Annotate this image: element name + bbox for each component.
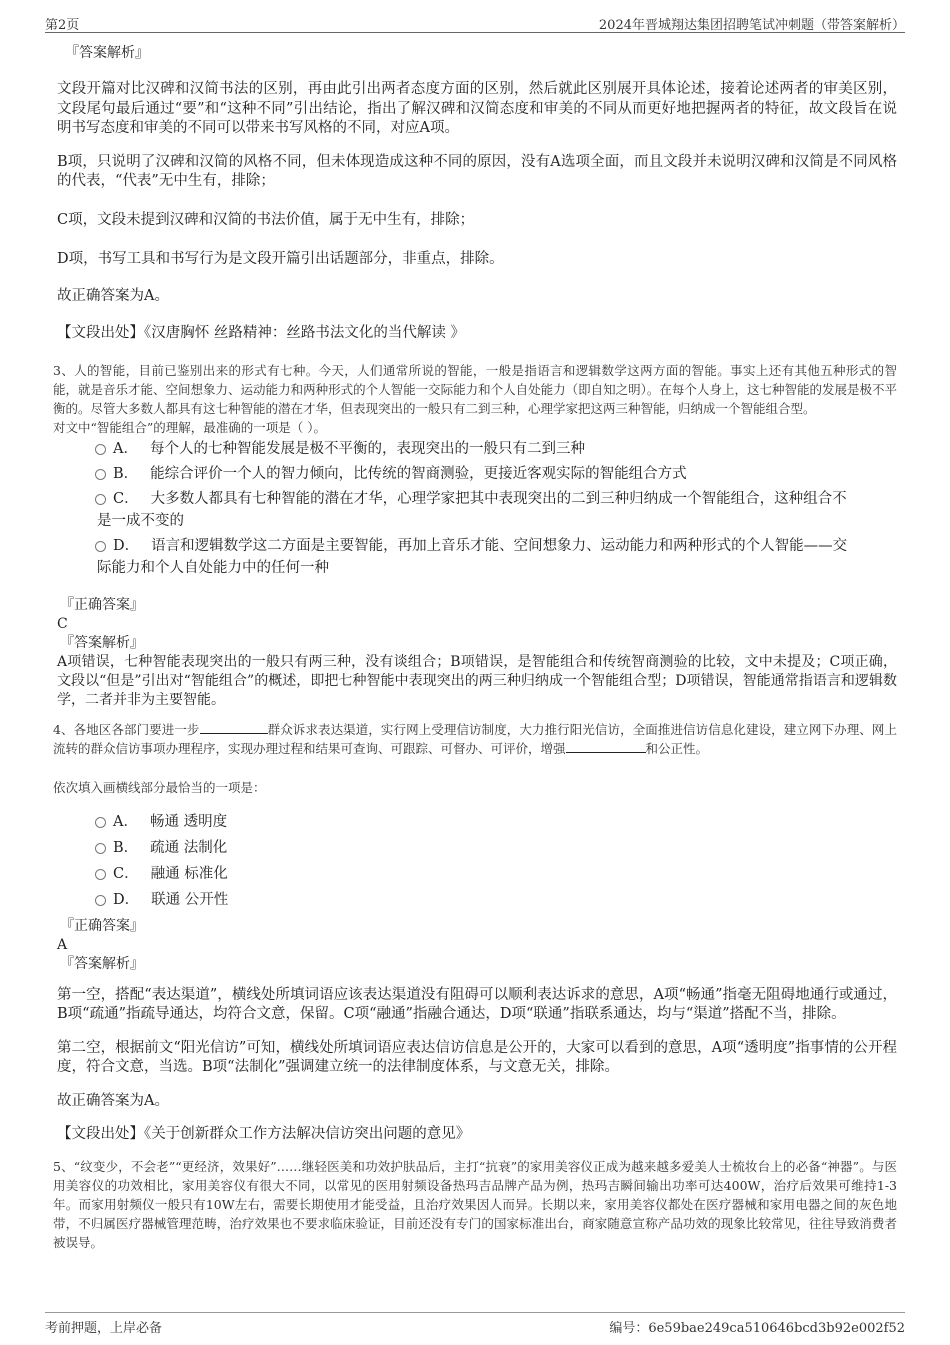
document-title: 2024年晋城翔达集团招聘笔试冲刺题（带答案解析）	[598, 18, 905, 33]
q4-answer: A	[57, 936, 68, 953]
fill-blank-1	[200, 721, 268, 734]
page-number: 第2页	[45, 18, 80, 33]
option-letter: B．	[113, 839, 139, 856]
q4-stem-part1: 4、各地区各部门要进一步	[53, 721, 200, 737]
q2-analysis-label: 『答案解析』	[65, 45, 149, 61]
q3-options	[55, 438, 897, 579]
q3-option-d[interactable]	[55, 535, 897, 557]
q4-option-d[interactable]	[55, 889, 897, 911]
q4-option-a[interactable]	[55, 811, 897, 833]
q2-analysis-para1: 文段开篇对比汉碑和汉简书法的区别，再由此引出两者态度方面的区别，然后就此区别展开具体论述，接着论述两者的审美区别，文段尾句最后通过“要”和“这种不同”引出结论，指出了解汉碑和汉简态度和审美的不同从而更好地把握两者的特征，故文段旨在说明书写态度和审美的不同可以带来书写风格的不同，对应A项。	[57, 81, 897, 136]
option-text: 联通 公开性	[151, 891, 229, 908]
option-text: 大多数人都具有七种智能的潜在才华，心理学家把其中表现突出的二到三种归纳成一个智能组合，这种组合不	[150, 490, 847, 507]
option-text: 融通 标准化	[150, 865, 228, 882]
option-text: 语言和逻辑数学这二方面是主要智能，再加上音乐才能、空间想象力、运动能力和两种形式的个人智能——交	[151, 537, 848, 554]
q2-analysis-para4: D项，书写工具和书写行为是文段开篇引出话题部分，非重点，排除。	[57, 251, 504, 267]
option-letter: B．	[113, 465, 139, 482]
fill-blank-2	[566, 740, 646, 753]
radio-button-icon[interactable]	[95, 843, 106, 854]
q5-stem: 5、“纹变少，不会老”“更经济，效果好”……继轻医美和功效护肤品后，主打“抗衰”的家用美容仪正成为越来越多爱美人士梳妆台上的必备“神器”。与医用美容仪的功效相比，家用美容仪有很大不同，以常见的医用射频设备热玛吉品牌产品为例，热玛吉瞬间输出功率可达400W，治疗后效果可维持1-3年。而家用射频仪一般只有10W左右，需要长期使用才能受益，且治疗效果因人而异。长期以来，家用美容仪都处在医疗器械和家用电器之间的灰色地带，不归属医疗器械管理范畴，治疗效果也不要求临床验证，目前还没有专门的国家标准出台，商家随意宣称产品功效的现象比较常见，往往导致消费者被误导。	[53, 1158, 897, 1250]
radio-button-icon[interactable]	[95, 869, 106, 880]
q3-analysis: A项错误，七种智能表现突出的一般只有两三种，没有谈组合；B项错误，是智能组合和传统智商测验的比较，文中未提及；C项正确，文段以“但是”引出对“智能组合”的概述，即把七种智能中表现突出的两三种归纳成一个智能组合型；D项错误，智能通常指语言和逻辑数学，二者并非为主要智能。	[57, 653, 897, 708]
q2-source: 【文段出处】《汉唐胸怀 丝路精神：丝路书法文化的当代解读 》	[57, 325, 465, 341]
q3-option-a[interactable]	[55, 438, 897, 460]
footer-slogan: 考前押题，上岸必备	[45, 1321, 163, 1336]
q4-stem-part3: 和公正性。	[645, 740, 709, 756]
q3-option-b[interactable]	[55, 463, 897, 485]
page-footer	[45, 1312, 905, 1337]
q3-option-c-continued: 是一成不变的	[97, 512, 184, 529]
q4-analysis-para1: 第一空，搭配“表达渠道”，横线处所填词语应该表达渠道没有阻碍可以顺利表达诉求的意思，A项“畅通”指毫无阻碍地通行或通过，B项“疏通”指疏导通达，均符合文意，保留。C项“融通”指融合通达，D项“联通”指联系通达，均与“渠道”搭配不当，排除。	[57, 986, 897, 1022]
q4-stem	[53, 720, 897, 758]
q2-analysis-conclusion: 故正确答案为A。	[57, 287, 169, 304]
q4-option-c[interactable]	[55, 863, 897, 885]
radio-button-icon[interactable]	[95, 494, 106, 505]
option-letter: C．	[113, 490, 139, 507]
q4-options	[55, 811, 897, 911]
radio-button-icon[interactable]	[95, 817, 106, 828]
option-letter: D．	[113, 537, 140, 554]
page-content	[55, 44, 897, 1252]
q2-analysis-para3: C项，文段未提到汉碑和汉简的书法价值，属于无中生有，排除；	[57, 211, 475, 228]
footer-document-id: 编号：6e59bae249ca510646bcd3b92e002f52	[609, 1321, 905, 1336]
q3-analysis-label: 『答案解析』	[60, 634, 144, 651]
option-text: 畅通 透明度	[149, 813, 228, 830]
page-header	[45, 10, 905, 33]
option-letter: D．	[113, 891, 140, 908]
q2-analysis-para2: B项，只说明了汉碑和汉简的风格不同，但未体现造成这种不同的原因，没有A选项全面，而且文段并未说明汉碑和汉简是不同风格的代表，“代表”无中生有，排除；	[57, 153, 897, 189]
q3-answer: C	[57, 615, 68, 632]
option-text: 每个人的七种智能发展是极不平衡的，表现突出的一般只有二到三种	[149, 440, 585, 457]
q4-analysis-label: 『答案解析』	[60, 955, 144, 972]
q4-source: 【文段出处】《关于创新群众工作方法解决信访突出问题的意见》	[57, 1126, 471, 1142]
q4-option-b[interactable]	[55, 837, 897, 859]
q4-analysis-para2: 第二空，根据前文“阳光信访”可知，横线处所填词语应表达信访信息是公开的，大家可以看到的意思，A项“透明度”指事情的公开程度，符合文意，当选。B项“法制化”强调建立统一的法律制度体系，与文意无关，排除。	[57, 1039, 897, 1075]
q4-question: 依次填入画横线部分最恰当的一项是：	[53, 779, 266, 795]
radio-button-icon[interactable]	[95, 444, 106, 455]
radio-button-icon[interactable]	[95, 895, 106, 906]
q4-stem-part2: 群众诉求表达渠道，实行网上受理信访制度，大力推行阳光信访，全面推进信访信息化建设，建立网下办理、网上流转的群众信访事项办理程序，实现办理过程和结果可查询、可跟踪、可督办、可评价，增强	[53, 721, 897, 756]
q3-question: 对文中“智能组合”的理解，最准确的一项是（ ）。	[53, 419, 327, 435]
option-letter: C．	[113, 865, 139, 882]
q4-answer-label: 『正确答案』	[60, 917, 144, 934]
option-letter: A．	[113, 440, 138, 457]
option-text: 能综合评价一个人的智力倾向，比传统的智商测验，更接近客观实际的智能组合方式	[150, 465, 687, 482]
q3-answer-label: 『正确答案』	[60, 596, 144, 613]
q3-option-d-continued: 际能力和个人自处能力中的任何一种	[97, 559, 329, 576]
q4-analysis-conclusion: 故正确答案为A。	[57, 1092, 169, 1109]
q3-stem: 3、人的智能，目前已鉴别出来的形式有七种。今天，人们通常所说的智能，一般是指语言和逻辑数学这两方面的智能。事实上还有其他五种形式的智能，就是音乐才能、空间想象力、运动能力和两种形式的个人智能一交际能力和个人自处能力（即自知之明）。在每个人身上，这七种智能的发展是极不平衡的。尽管大多数人都具有这七种智能的潜在才华，但表现突出的一般只有二到三种，心理学家把这两三种智能，归纳成一个智能组合型。	[53, 362, 897, 416]
option-text: 疏通 法制化	[150, 839, 228, 856]
radio-button-icon[interactable]	[95, 469, 106, 480]
radio-button-icon[interactable]	[95, 541, 106, 552]
q3-option-c[interactable]	[55, 488, 897, 510]
option-letter: A．	[113, 813, 138, 830]
